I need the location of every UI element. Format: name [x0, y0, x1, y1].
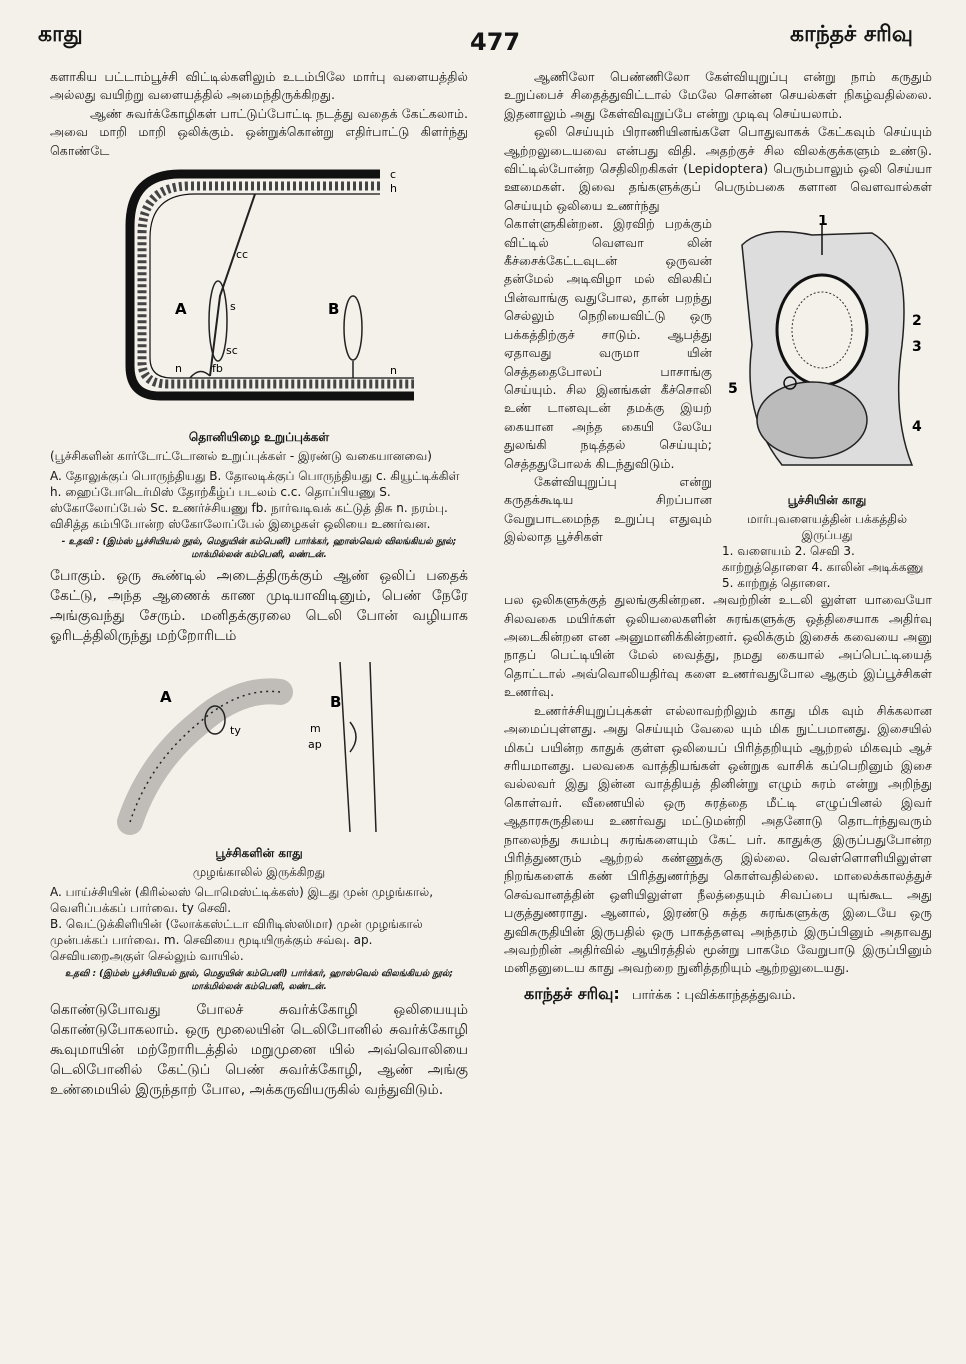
label-A: A [175, 300, 187, 319]
cross-reference [504, 984, 932, 1005]
label-sc: sc [226, 344, 238, 358]
label-fb: fb [212, 362, 223, 376]
figure-caption: பூச்சியின் காது [787, 493, 867, 508]
paragraph: உணர்ச்சியுறுப்புக்கள் எல்லாவற்றிலும் காது மிக வும் சிக்கலான அமைப்புள்ளது. அது செய்யும் வேலை யும் மிக நுட்பமானது. இசையில் மிகப் பயின்ற காதுக் குள்ள ஒலியைப் பிரித்தறியும் ஆற்றல் மிகவும் ஆச் சரியமானது. பலவகை வாத்தியங்கள் ஒன்றுக வாசிக் கப்பெறினும் இசை வல்லவர் இது இன்ன வாத்தியத் தினின்று எழும் சுரம் என்று அறிந்து கொள்வர். வீணையில் ஒரு சுரத்தை மீட்டி எழுப்பினல் இவர் ஆதாரசுருதியை உணர்வது மட்டுமன்றி அதனோடு தொடர்ந்துவரும் நாலைந்து சுயம்பு சுரங்களையும் கேட் பர். காதுக்கு இருப்பதுபோன்ற பிரித்துணரும் ஆற்றல் கண்ணுக்கு இல்லை. வெள்ளொளியிலுள்ள நிறங்களைக் கண் பிரித்துணர்ந்து கொள்வதில்லை. மாலைக்காலத்துச் செவ்வானத்தின் ஒளியிலுள்ள நீலத்தையும் சிவப்பை யுங்கூட அது பகுத்துணராது. ஆனால், இரண்டு சுத்த சுரங்களுக்கு இடையே ஒரு துவிசுருதியின் இருபதில் ஒரு பாகத்தளவு அந்தரம் இருப்பினும் அதாவது அவற்றின் அதிர்வில் ஆயிரத்தில் மூன்று பாகமே வேறுபாடு இருப்பினும் மனிதனுடைய காது அவற்றை நுனித்தறியும் ஆற்றலுடையது. [504, 702, 932, 976]
page-number: 477 [470, 28, 521, 56]
paragraph: கேள்வியுறுப்பு என்று கருதக்கூடிய சிறப்பான வேறுபாடமைந்த உறுப்பு எதுவும் இல்லாத பூச்சிகள் [504, 473, 712, 545]
label-m: m [310, 722, 321, 736]
label-B: B [328, 300, 340, 319]
figure-subcaption: மார்புவளையத்தின் பக்கத்தில் இருப்பது [746, 512, 908, 543]
label-h: h [390, 182, 397, 196]
label-ty: ty [230, 724, 241, 738]
running-head-left: காது [38, 22, 83, 47]
figure-wrap-area [504, 215, 932, 591]
label-A: A [160, 688, 172, 707]
figure-credit: உதவி : (இம்ஸ் பூச்சியியல் நூல், மெதுயின் கம்பெனி) பார்க்கர், ஹாஸ்வெல் விலங்கியல் நூல்; மாக்மில்லன் கம்பெனி, லண்டன். [65, 969, 453, 993]
label-n: n [390, 364, 397, 378]
figure-credit: - உதவி : (இம்ஸ் பூச்சியியல் நூல், மெதுயின் கம்பெனி) பார்க்கர், ஹாஸ்வெல் விலங்கியல் நூல்; மாக்மில்லன் கம்பெனி, லண்டன். [61, 537, 457, 561]
figure-legend: A. தோலுக்குப் பொருந்தியது B. தோலடிக்குப் பொருந்தியது c. கியூட்டிக்கிள் h. ஹைப்போடெர்மிஸ் தோற்கீழ்ப் படலம் c.c. தொப்பியணு S. ஸ்கோலோப்பேல் Sc. உணர்ச்சியணு fb. நார்வடிவக் கட்டுத் திசு n. நரம்பு. [50, 469, 460, 516]
running-head-right: காந்தச் சரிவு [790, 22, 913, 47]
paragraph: களாகிய பட்டாம்பூச்சி விட்டில்களிலும் உடம்பிலே மார்பு வளையத்தில் அல்லது வயிற்று வளையத்தில் அமைந்திருக்கிறது. [50, 69, 468, 103]
paragraph: போகும். ஒரு கூண்டில் அடைத்திருக்கும் ஆண் ஒலிப் பதைக் கேட்டு, அந்த ஆணைக் காண முடியாவிடினும், பெண் நேரே அங்குவந்து சேரும். மனிதக்குரலை டெலி போன் வழியாக ஓரிடத்திலிருந்து மற்றோரிடம் [50, 568, 468, 645]
label-cc: cc [236, 248, 249, 262]
label-n: n [175, 362, 182, 376]
paragraph: கொண்டுபோவது போலச் சுவர்க்கோழி ஒலியையும் கொண்டுபோகலாம். ஒரு மூலையின் டெலிபோனில் சுவர்க்கோழி கூவுமாயின் மற்றோரிடத்தில் மறுமுனை யில் அவ்வொலியை டெலிபோனில் கேட்டுப் பெண் சுவர்க்கோழி, ஆண் அங்கு உண்மையில் இருந்தாற் போல, அக்கருவியருகில் வந்துவிடும். [50, 1002, 468, 1099]
figure-legend: 1. வளையம் 2. செவி 3. காற்றுத்தொளை 4. காலின் அடிக்கணு 5. காற்றுத் தொளை. [722, 544, 924, 591]
chordotonal-organ-diagram [50, 166, 468, 426]
label-s: s [230, 300, 236, 314]
label-3: 3 [912, 339, 922, 356]
figure-legend: A. பாய்ச்சியின் (கிரில்லஸ் டொமெஸ்ட்டிக்கஸ்) இடது முன் முழங்கால், வெளிப்பக்கப் பார்வை. ty செவி. [50, 885, 434, 916]
right-column [504, 68, 932, 1005]
label-2: 2 [912, 313, 922, 330]
figure-subcaption: (பூச்சிகளின் கார்டோட்டோனல் உறுப்புக்கள் - இரண்டு வகையானவை) [50, 449, 432, 464]
left-column [50, 68, 468, 1100]
paragraph: கொள்ளுகின்றன. இரவிற் பறக்கும் விட்டில் வௌவா லின் கீச்சைக்கேட்டவுடன் ஒருவன் தன்மேல் அடிவிழா மல் விலகிப் பின்வாங்கு வதுபோல, தான் பறந்து செல்லும் நெறியைவிட்டு ஒரு பக்கத்திற்குச் சாடும். ஆபத்து ஏதாவது வருமா யின் செத்ததைபோலப் பாசாங்கு செய்யும். சில இனங்கள் கீச்சொலி உண் டானவுடன் தமக்கு இயற் கையான அந்த கையி லேயே துலங்கி நடித்தல் செய்யும்; செத்ததுபோலக் கிடந்துவிடும். [504, 216, 712, 471]
paragraph: ஆணிலோ பெண்ணிலோ கேள்வியுறுப்பு என்று நாம் கருதும் உறுப்பைச் சிதைத்துவிட்டால் மேலே சொன்ன செயல்கள் நிகழ்வதில்லை. இதனாலும் அது கேள்விவுறுப்பே என்று முடிவு செய்யலாம். [504, 69, 932, 121]
insect-thorax-ear-diagram [722, 215, 932, 485]
paragraph: ஆண் சுவர்க்கோழிகள் பாட்டுப்போட்டி நடத்து வதைக் கேட்கலாம். அவை மாறி மாறி ஒலிக்கும். ஒன்றுக்கொன்று எதிர்பாட்டு கிளர்ந்து கொண்டே [50, 105, 468, 158]
label-ap: ap [308, 738, 322, 752]
label-c: c [390, 168, 397, 182]
figure-chordotonal-organs [50, 166, 468, 426]
figure-subcaption: முழங்காலில் இருக்கிறது [192, 865, 326, 880]
insect-ear-leg-diagram [50, 652, 468, 842]
label-5: 5 [728, 381, 738, 398]
figure-caption: பூச்சிகளின் காது [215, 846, 303, 861]
figure-insect-ear-thorax [722, 215, 932, 591]
label-4: 4 [912, 419, 922, 436]
cross-reference-heading: காந்தச் சரிவு: [524, 983, 620, 1003]
paragraph: பல ஒலிகளுக்குத் துலங்குகின்றன. அவற்றின் உடலி லுள்ள யாவையோ சிலவகை மயிர்கள் ஒலியலைகளின் சுரங்களுக்கு ஒத்திசையாக அதிர்வு அடைகின்றன என அனுமானிக்கின்றனர். ஒலிக்கும் இசைக் கவையை அனு நாதப் பெட்டியின் மேல் வைத்து, நமது கையால் அப்பெட்டியைத் தொட்டால் அவ்வொலியதிர்வு களை உணர்வதுபோல ஆகும் இப்பூச்சிகள் உணர்வு. [504, 592, 932, 700]
figure-legend: B. வெட்டுக்கிளியின் (லோக்கஸ்ட்டா விரிடிஸ்ஸிமா) முன் முழங்கால் முன்பக்கப் பார்வை. m. செவியை மூடியிருக்கும் சவ்வு. ap. செவியறைஅகுள் செல்லும் வாயில். [50, 917, 423, 964]
figure-insect-ear-leg [50, 652, 468, 842]
label-1: 1 [818, 215, 828, 230]
cross-reference-target: பார்க்க : புவிக்காந்தத்துவம். [631, 987, 796, 1003]
paragraph: ஒலி செய்யும் பிராணியினங்களே பொதுவாகக் கேட்கவும் செய்யும் ஆற்றலுடையவை என்பது விதி. அதற்குச் சில விலக்குக்களும் உண்டு. விட்டில்போன்ற செதிலிறகிகள் (Lepidoptera) பெரும்பாலும் ஒலி செய்யா ஊமைகள். இவை தங்களுக்குப் பெரும்பகை களான வௌவால்கள் செய்யும் ஒலியை உணர்ந்து [504, 124, 932, 213]
figure-legend: விசித்த கம்பிபோன்ற ஸ்கோலோப்பேல் இழைகள் ஒலியை உணர்வன. [50, 517, 431, 532]
label-B: B [330, 693, 342, 712]
figure-caption: தொனியிழை உறுப்புக்கள் [188, 430, 330, 445]
